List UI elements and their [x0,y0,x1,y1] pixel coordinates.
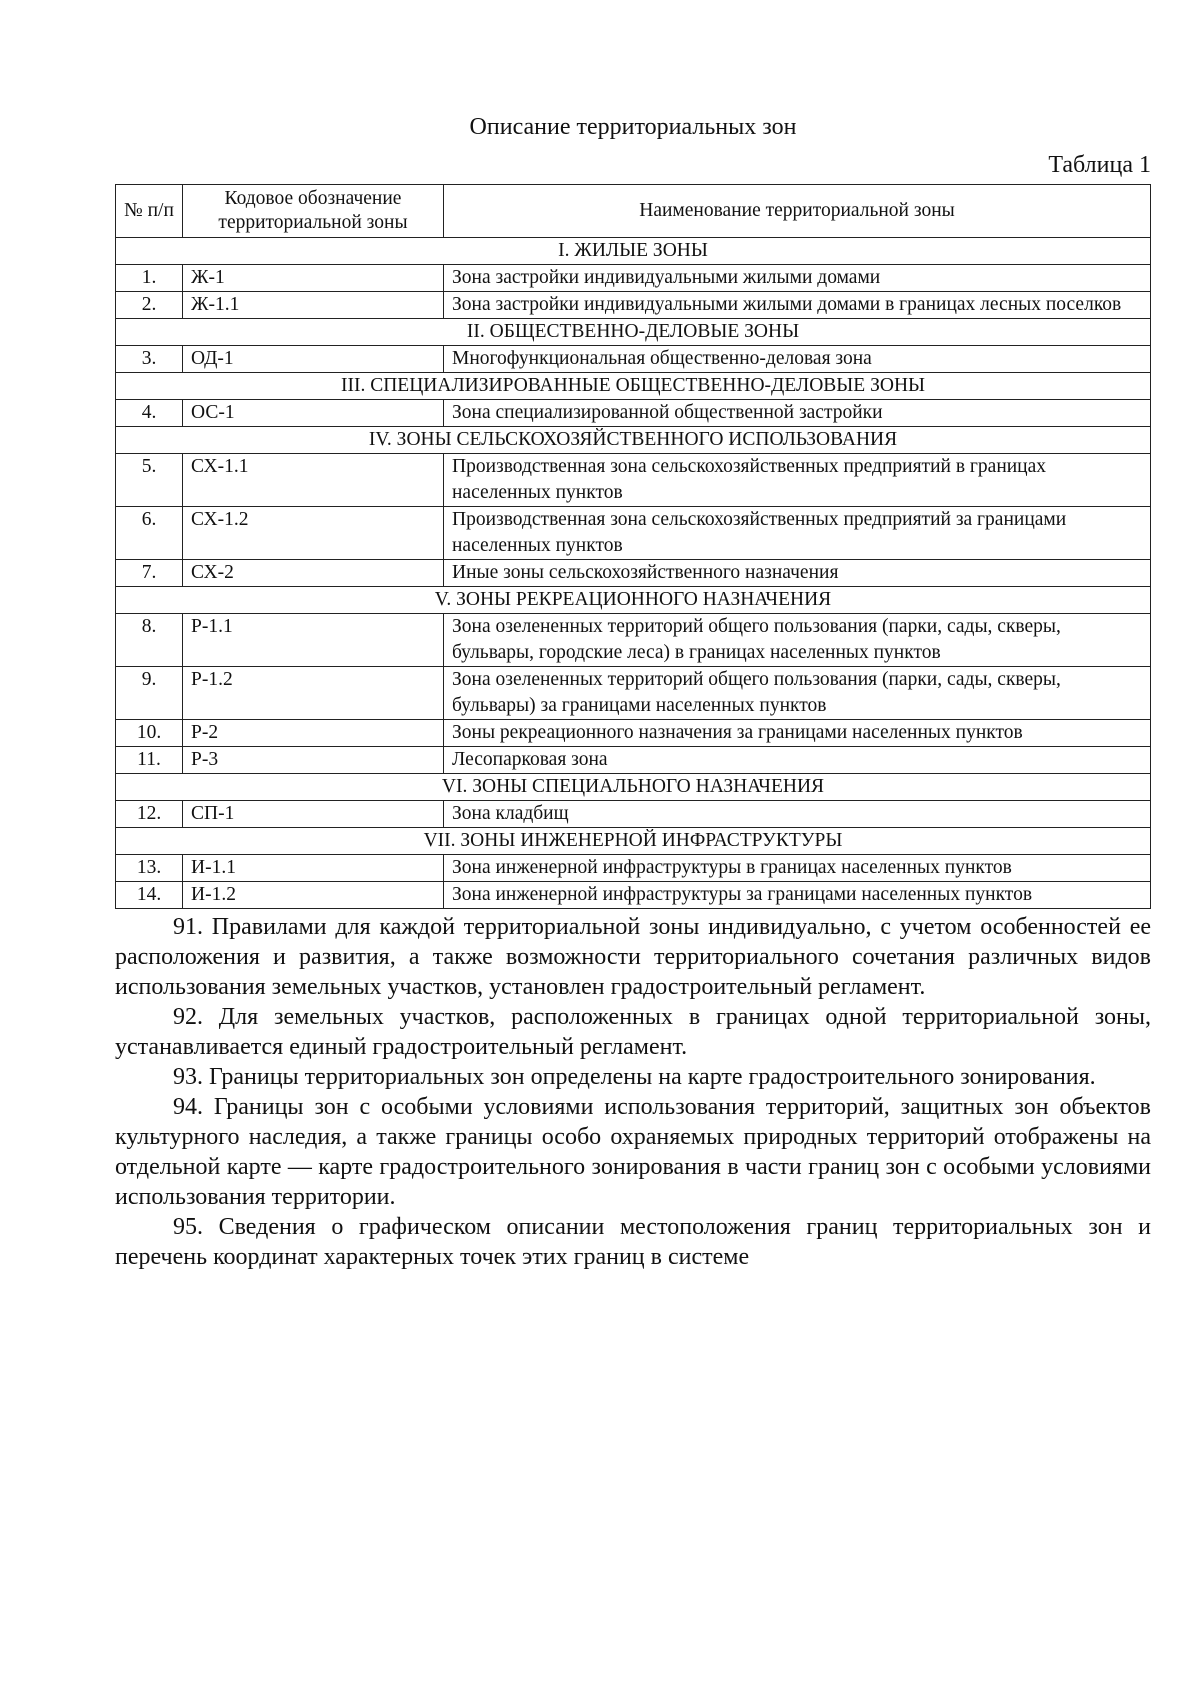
table-row [116,507,1151,560]
header-name: Наименование территориальной зоны [444,185,1151,238]
row-number: 7. [116,560,183,587]
zones-table-body [116,238,1151,909]
section-title: V. ЗОНЫ РЕКРЕАЦИОННОГО НАЗНАЧЕНИЯ [116,587,1151,614]
zone-code: Р-2 [183,720,444,747]
body-paragraphs [115,912,1151,1272]
row-number: 3. [116,346,183,373]
section-row [116,587,1151,614]
zone-code: И-1.2 [183,882,444,909]
table-row [116,560,1151,587]
row-number: 14. [116,882,183,909]
row-number: 2. [116,292,183,319]
document-title: Описание территориальных зон [469,114,797,140]
row-number: 5. [116,454,183,507]
section-row [116,319,1151,346]
table-row [116,720,1151,747]
zone-code: СХ-1.1 [183,454,444,507]
zone-name: Зона застройки индивидуальными жилыми домами в границах лесных поселков [444,292,1151,319]
zone-name: Иные зоны сельскохозяйственного назначения [444,560,1151,587]
paragraph: 95. Сведения о графическом описании местоположения границ территориальных зон и перечень координат характерных точек этих границ в системе [115,1214,1151,1270]
zone-name: Производственная зона сельскохозяйственных предприятий за границами населенных пунктов [444,507,1151,560]
zone-code: СХ-1.2 [183,507,444,560]
zone-code: СХ-2 [183,560,444,587]
section-title: II. ОБЩЕСТВЕННО-ДЕЛОВЫЕ ЗОНЫ [116,319,1151,346]
section-title: VI. ЗОНЫ СПЕЦИАЛЬНОГО НАЗНАЧЕНИЯ [116,774,1151,801]
section-title: I. ЖИЛЫЕ ЗОНЫ [116,238,1151,265]
row-number: 9. [116,667,183,720]
zone-code: Р-1.1 [183,614,444,667]
section-title: VII. ЗОНЫ ИНЖЕНЕРНОЙ ИНФРАСТРУКТУРЫ [116,828,1151,855]
zone-name: Зоны рекреационного назначения за границами населенных пунктов [444,720,1151,747]
table-row [116,292,1151,319]
paragraph: 91. Правилами для каждой территориальной зоны индивидуально, с учетом особенностей ее расположения и развития, а также возможности территориального сочетания различных видов использования земельных участков, установлен градостроительный регламент. [115,914,1151,1000]
section-row [116,373,1151,400]
zone-code: СП-1 [183,801,444,828]
table-row [116,346,1151,373]
zone-name: Лесопарковая зона [444,747,1151,774]
zone-code: Ж-1 [183,265,444,292]
zone-name: Зона застройки индивидуальными жилыми домами [444,265,1151,292]
row-number: 13. [116,855,183,882]
section-row [116,828,1151,855]
zone-name: Зона кладбищ [444,801,1151,828]
zone-code: Р-3 [183,747,444,774]
table-header-row [116,185,1151,238]
table-row [116,882,1151,909]
paragraph: 94. Границы зон с особыми условиями использования территорий, защитных зон объектов культурного наследия, а также границы особо охраняемых природных территорий отображены на отдельной карте — карте градостроительного зонирования в части границ зон с особыми условиями использования территории. [115,1094,1151,1210]
zone-code: Р-1.2 [183,667,444,720]
table-row [116,801,1151,828]
section-row [116,427,1151,454]
table-row [116,667,1151,720]
section-row [116,238,1151,265]
table-row [116,614,1151,667]
paragraph: 93. Границы территориальных зон определены на карте градостроительного зонирования. [173,1064,1096,1090]
row-number: 11. [116,747,183,774]
zone-name: Производственная зона сельскохозяйственных предприятий в границах населенных пунктов [444,454,1151,507]
section-row [116,774,1151,801]
row-number: 4. [116,400,183,427]
zones-table [115,184,1151,909]
zone-name: Зона озелененных территорий общего пользования (парки, сады, скверы, бульвары, городские леса) в границах населенных пунктов [444,614,1151,667]
table-label: Таблица 1 [1048,152,1151,178]
table-row [116,855,1151,882]
row-number: 8. [116,614,183,667]
zone-code: И-1.1 [183,855,444,882]
paragraph: 92. Для земельных участков, расположенных в границах одной территориальной зоны, устанавливается единый градостроительный регламент. [115,1004,1151,1060]
zone-name: Многофункциональная общественно-деловая зона [444,346,1151,373]
zone-code: Ж-1.1 [183,292,444,319]
table-row [116,265,1151,292]
row-number: 10. [116,720,183,747]
header-code: Кодовое обозначение территориальной зоны [183,185,444,238]
row-number: 12. [116,801,183,828]
row-number: 6. [116,507,183,560]
zone-name: Зона инженерной инфраструктуры за границами населенных пунктов [444,882,1151,909]
row-number: 1. [116,265,183,292]
zone-name: Зона озелененных территорий общего пользования (парки, сады, скверы, бульвары) за границами населенных пунктов [444,667,1151,720]
document-page [115,112,1151,1272]
zone-code: ОС-1 [183,400,444,427]
section-title: IV. ЗОНЫ СЕЛЬСКОХОЗЯЙСТВЕННОГО ИСПОЛЬЗОВАНИЯ [116,427,1151,454]
zone-name: Зона специализированной общественной застройки [444,400,1151,427]
table-row [116,400,1151,427]
zone-name: Зона инженерной инфраструктуры в границах населенных пунктов [444,855,1151,882]
table-row [116,747,1151,774]
zone-code: ОД-1 [183,346,444,373]
table-row [116,454,1151,507]
header-num: № п/п [116,185,183,238]
section-title: III. СПЕЦИАЛИЗИРОВАННЫЕ ОБЩЕСТВЕННО-ДЕЛОВЫЕ ЗОНЫ [116,373,1151,400]
